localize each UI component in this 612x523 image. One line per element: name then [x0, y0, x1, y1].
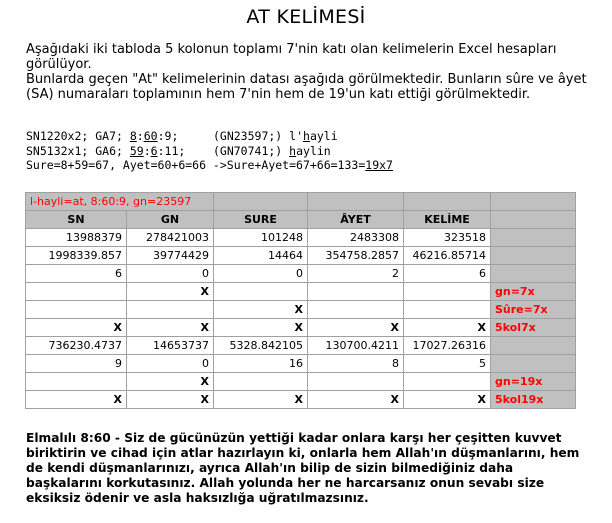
table-cell: 6	[404, 265, 491, 283]
table-row	[26, 337, 576, 355]
table-cell: X	[26, 391, 127, 409]
table-cell: 8	[308, 355, 404, 373]
intro-text	[26, 42, 596, 102]
table-cell: 6	[26, 265, 127, 283]
row-note: 5kol19x	[491, 391, 576, 409]
calculation-table	[25, 192, 576, 409]
line2-letter: h	[289, 143, 297, 158]
table-row	[26, 301, 576, 319]
column-header: SN	[26, 211, 127, 229]
table-cell: X	[308, 391, 404, 409]
table-cell: X	[404, 319, 491, 337]
table-cell	[26, 283, 127, 301]
table-cell: 278421003	[127, 229, 214, 247]
table-cell: X	[404, 391, 491, 409]
table-cell: 5	[404, 355, 491, 373]
table-cell: X	[127, 391, 214, 409]
row-note: gn=7x	[491, 283, 576, 301]
table-cell: 2	[308, 265, 404, 283]
table-cell: X	[214, 319, 308, 337]
line1-part: SN1220x2; GA7;	[26, 129, 130, 143]
line1-sure: 8	[129, 129, 137, 143]
table-cell: 5328.842105	[214, 337, 308, 355]
table-row	[26, 229, 576, 247]
table-row	[26, 391, 576, 409]
table-cell	[308, 283, 404, 301]
line2-ayet: 6	[150, 143, 158, 158]
table-cell: X	[127, 373, 214, 391]
intro-paragraph-1: Aşağıdaki iki tabloda 5 kolonun toplamı 7'nin katı olan kelimelerin Excel hesapları görülüyor.	[26, 42, 557, 72]
table-cell: X	[214, 301, 308, 319]
table-cell	[308, 373, 404, 391]
table-cell: 46216.85714	[404, 247, 491, 265]
row-note: gn=19x	[491, 373, 576, 391]
table-cell: 14653737	[127, 337, 214, 355]
table-row	[26, 319, 576, 337]
table-cell: 39774429	[127, 247, 214, 265]
column-header: ÂYET	[308, 211, 404, 229]
table-cell	[127, 301, 214, 319]
table-row	[26, 373, 576, 391]
line2-part: :	[143, 143, 151, 158]
table-cell	[26, 373, 127, 391]
line1-letter: h	[303, 129, 310, 143]
table-caption: l-hayli=at, 8:60:9, gn=23597	[26, 193, 214, 211]
table-cell: 9	[26, 355, 127, 373]
table-cell	[214, 373, 308, 391]
line1-ayet: 60	[143, 129, 158, 143]
table-cell: X	[127, 283, 214, 301]
table-cell	[26, 301, 127, 319]
line2-sure: 59	[129, 143, 144, 158]
table-cell	[214, 283, 308, 301]
line2-part: :11; (GN70741;)	[157, 143, 290, 158]
table-row	[26, 283, 576, 301]
row-note	[491, 337, 576, 355]
row-note	[491, 247, 576, 265]
table-cell: 13988379	[26, 229, 127, 247]
row-note: Sûre=7x	[491, 301, 576, 319]
table-cell	[404, 373, 491, 391]
table-row	[26, 355, 576, 373]
table-cell: X	[214, 391, 308, 409]
table-cell: 16	[214, 355, 308, 373]
table-cell: 101248	[214, 229, 308, 247]
table-cell: 1998339.857	[26, 247, 127, 265]
table-cell: 354758.2857	[308, 247, 404, 265]
table-cell: 17027.26316	[404, 337, 491, 355]
table-cell: X	[308, 319, 404, 337]
line3-result: 19x7	[365, 158, 393, 172]
table-row	[26, 247, 576, 265]
line1-part: :	[136, 129, 144, 143]
table-cell: 14464	[214, 247, 308, 265]
table-cell: 0	[127, 265, 214, 283]
table-cell: 0	[127, 355, 214, 373]
table-cell: 323518	[404, 229, 491, 247]
line1-part: :9; (GN23597;) l'	[157, 129, 303, 143]
intro-paragraph-2: Bunlarda geçen "At" kelimelerinin datası aşağıda görülmektedir. Bunların sûre ve âyet (SA) numaraları toplamının hem 7'nin hem de 19'un katı ettiği görülmektedir.	[26, 72, 587, 102]
verse-data-block	[26, 129, 393, 173]
line1-part: ayli	[309, 129, 338, 143]
table-cell: X	[26, 319, 127, 337]
table-cell	[308, 301, 404, 319]
table-cell: 0	[214, 265, 308, 283]
row-note: 5kol7x	[491, 319, 576, 337]
table-cell	[404, 301, 491, 319]
table-cell: X	[127, 319, 214, 337]
row-note	[491, 265, 576, 283]
table-header-row	[26, 211, 576, 229]
line3-part: Sure=8+59=67, Ayet=60+6=66 ->Sure+Ayet=67+66=133=	[26, 158, 366, 172]
column-header: GN	[127, 211, 214, 229]
row-note	[491, 355, 576, 373]
column-header: SURE	[214, 211, 308, 229]
page-title: AT KELİMESİ	[246, 6, 366, 28]
table-cell: 736230.4737	[26, 337, 127, 355]
table-cell	[404, 283, 491, 301]
line2-part: aylin	[296, 143, 331, 158]
row-note	[491, 229, 576, 247]
table-row	[26, 265, 576, 283]
table-cell: 2483308	[308, 229, 404, 247]
table-cell: 130700.4211	[308, 337, 404, 355]
column-header: KELİME	[404, 211, 491, 229]
line2-part: SN5132x1; GA6;	[26, 143, 130, 158]
verse-translation: Elmalılı 8:60 - Siz de gücünüzün yettiği kadar onlara karşı her çeşitten kuvvet biriktirin ve cihad için atlar hazırlayın ki, onlarla hem Allah'ın düşmanlarını, hem de kendi düşmanlarınızı, ayrıca Allah'ın bilip de sizin bilmediğiniz daha başkalarını korkutasınız. Allah yolunda her ne harcarsanız onun sevabı size eksiksiz ödenir ve asla haksızlığa uğratılmazsınız.	[26, 431, 580, 505]
